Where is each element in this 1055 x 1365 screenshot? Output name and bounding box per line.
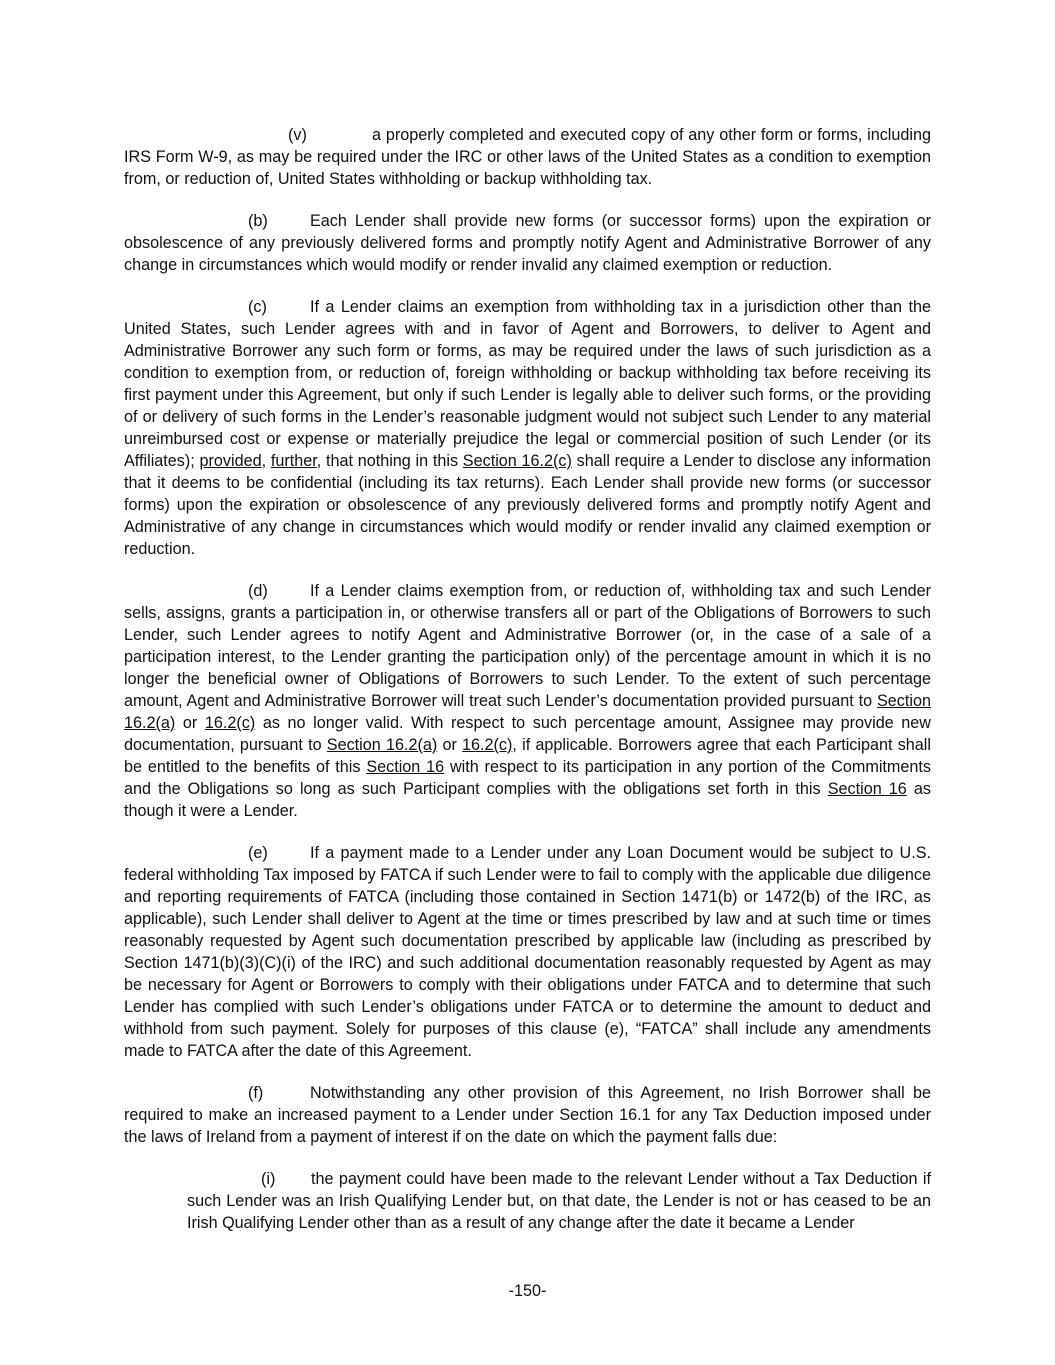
paragraph-text: , that nothing in this — [316, 452, 463, 470]
paragraph-f — [124, 1082, 931, 1148]
paragraph-label: (f) — [248, 1084, 264, 1102]
paragraph-label: (e) — [248, 844, 268, 862]
paragraph-text: shall require a Lender to disclose any information that it deems to be confidential (including its tax returns). Each Lender shall provide new forms (or successor forms) upon the expiration or obsolescence of any previously delivered forms and promptly notify Agent and Administrative of any change in circumstances which would modify or render invalid any claimed exemption or reduction. — [124, 452, 931, 558]
paragraph-v — [124, 124, 931, 190]
paragraph-text: If a Lender claims exemption from, or reduction of, withholding tax and such Lender sells, assigns, grants a participation in, or otherwise transfers all or part of the Obligations of Borrowers to such Lender, such Lender agrees to notify Agent and Administrative Borrower (or, in the case of a sale of a participation interest, to the Lender granting the participation only) of the percentage amount in which it is no longer the beneficial owner of Obligations of Borrowers to such Lender. To the extent of such percentage amount, Agent and Administrative Borrower will treat such Lender’s documentation provided pursuant to — [124, 582, 931, 710]
paragraph-text: If a payment made to a Lender under any Loan Document would be subject to U.S. federal withholding Tax imposed by FATCA if such Lender were to fail to comply with the applicable due diligence and reporting requirements of FATCA (including those contained in Section 1471(b) or 1472(b) of the IRC, as applicable), such Lender shall deliver to Agent at the time or times prescribed by law and at such time or times reasonably requested by Agent such documentation prescribed by applicable law (including as prescribed by Section 1471(b)(3)(C)(i) of the IRC) and such additional documentation reasonably requested by Agent as may be necessary for Agent or Borrowers to comply with their obligations under FATCA and to determine that such Lender has complied with such Lender’s obligations under FATCA or to determine the amount to deduct and withhold from such payment. Solely for purposes of this clause (e), “FATCA” shall include any amendments made to FATCA after the date of this Agreement. — [124, 844, 931, 1060]
page-number: -150- — [508, 1282, 547, 1300]
paragraph-text: , if applicable. Borrowers agree that each Participant shall be entitled to the benefits of this — [124, 736, 931, 776]
section-reference: 16.2(c) — [462, 736, 513, 754]
paragraph-text: as though it were a Lender. — [124, 780, 931, 820]
term-further: further — [270, 452, 317, 470]
paragraph-text: Notwithstanding any other provision of this Agreement, no Irish Borrower shall be required to make an increased payment to a Lender under Section 16.1 for any Tax Deduction imposed under the laws of Ireland from a payment of interest if on the date on which the payment falls due: — [124, 1084, 931, 1146]
term-provided: provided — [199, 452, 262, 470]
paragraph-text: , — [261, 452, 271, 470]
paragraph-label: (v) — [288, 126, 307, 144]
paragraph-label: (d) — [248, 582, 268, 600]
paragraph-e — [124, 842, 931, 1062]
paragraph-label: (b) — [248, 212, 268, 230]
paragraph-label: (i) — [261, 1170, 276, 1188]
paragraph-text: a properly completed and executed copy of any other form or forms, including IRS Form W-9, as may be required under the IRC or other laws of the United States as a condition to exemption from, or reduction of, United States withholding or backup withholding tax. — [124, 126, 931, 188]
paragraph-f-i — [187, 1168, 931, 1234]
paragraph-text: or — [175, 714, 205, 732]
section-reference: Section 16.2(a) — [326, 736, 438, 754]
paragraph-text: with respect to its participation in any portion of the Commitments and the Obligations so long as such Participant complies with the obligations set forth in this — [124, 758, 931, 798]
section-reference: Section 16.2(a) — [124, 692, 931, 732]
section-reference: Section 16.2(c) — [462, 452, 572, 470]
paragraph-text: If a Lender claims an exemption from withholding tax in a jurisdiction other than the United States, such Lender agrees with and in favor of Agent and Borrowers, to deliver to Agent and Administrative Borrower any such form or forms, as may be required under the laws of such jurisdiction as a condition to exemption from, or reduction of, foreign withholding or backup withholding tax before receiving its first payment under this Agreement, but only if such Lender is legally able to deliver such forms, or the providing of or delivery of such forms in the Lender’s reasonable judgment would not subject such Lender to any material unreimbursed cost or expense or materially prejudice the legal or commercial position of such Lender (or its Affiliates); — [124, 298, 931, 470]
paragraph-c — [124, 296, 931, 560]
paragraph-text: or — [437, 736, 463, 754]
document-body — [124, 124, 931, 1234]
paragraph-text: Each Lender shall provide new forms (or successor forms) upon the expiration or obsolescence of any previously delivered forms and promptly notify Agent and Administrative Borrower of any change in circumstances which would modify or render invalid any claimed exemption or reduction. — [124, 212, 931, 274]
paragraph-b — [124, 210, 931, 276]
paragraph-label: (c) — [248, 298, 267, 316]
section-reference: 16.2(c) — [204, 714, 256, 732]
section-reference: Section 16 — [827, 780, 907, 798]
paragraph-text: as no longer valid. With respect to such percentage amount, Assignee may provide new documentation, pursuant to — [124, 714, 932, 754]
section-reference: Section 16 — [366, 758, 445, 776]
paragraph-text: the payment could have been made to the relevant Lender without a Tax Deduction if such Lender was an Irish Qualifying Lender but, on that date, the Lender is not or has ceased to be an Irish Qualifying Lender other than as a result of any change after the date it became a Lender — [187, 1170, 931, 1232]
paragraph-d — [124, 580, 931, 822]
